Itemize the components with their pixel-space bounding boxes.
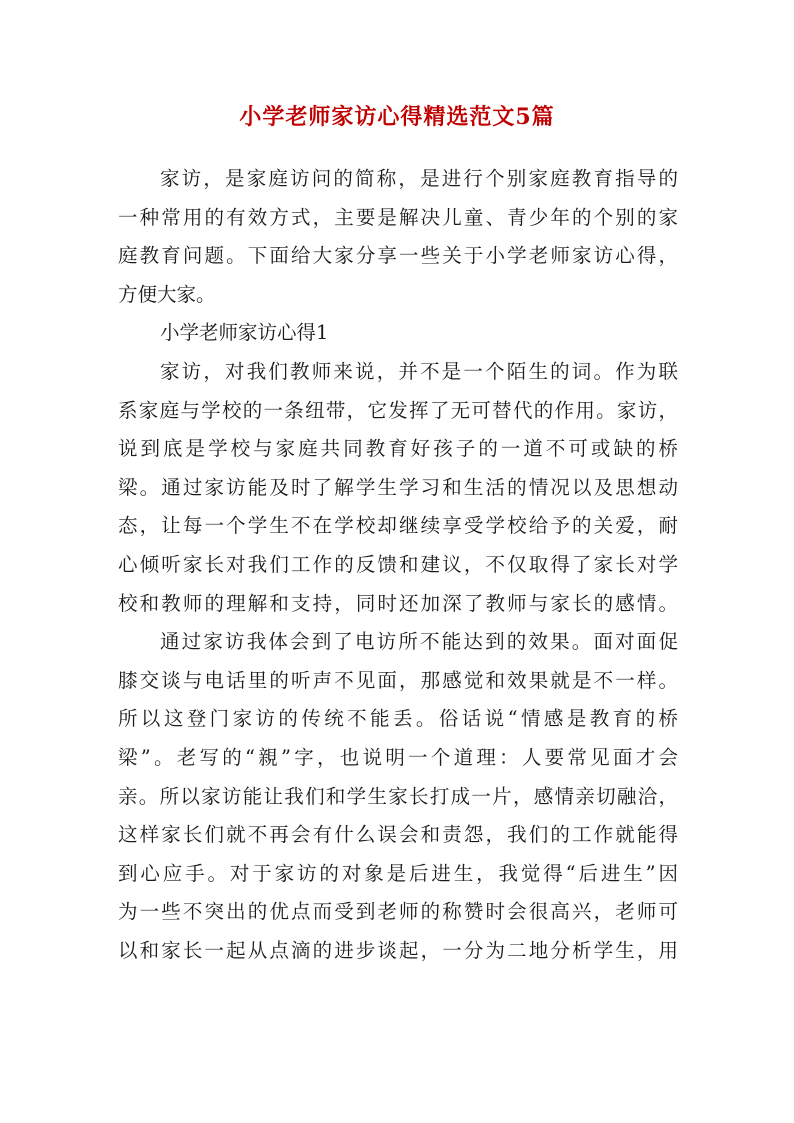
document-body: [118, 160, 678, 970]
text-line: 说到底是学校与家庭共同教育好孩子的一道不可或缺的桥: [118, 437, 678, 461]
text-line: 心倾听家长对我们工作的反馈和建议，不仅取得了家长对学: [118, 552, 678, 576]
text-line: 为一些不突出的优点而受到老师的称赞时会很高兴，老师可: [118, 900, 678, 924]
text-line: 梁。通过家访能及时了解学生学习和生活的情况以及思想动: [118, 475, 678, 499]
text-line: 以和家长一起从点滴的进步谈起，一分为二地分析学生，用: [118, 938, 678, 962]
text-line: 家访，是家庭访问的简称，是进行个别家庭教育指导的: [160, 167, 678, 190]
text-line: 亲。所以家访能让我们和学生家长打成一片，感情亲切融洽，: [118, 784, 678, 808]
text-line: 庭教育问题。下面给大家分享一些关于小学老师家访心得，: [118, 244, 678, 268]
text-line: 校和教师的理解和支持，同时还加深了教师与家长的感情。: [118, 591, 678, 615]
text-line: 所以这登门家访的传统不能丢。俗话说“情感是教育的桥: [118, 707, 678, 731]
text-line: 通过家访我体会到了电访所不能达到的效果。面对面促: [160, 630, 678, 654]
text-line: 一种常用的有效方式，主要是解决儿童、青少年的个别的家: [118, 205, 678, 229]
text-line: 梁”。老写的“親”字，也说明一个道理：人要常见面才会: [118, 745, 678, 769]
text-line: 方便大家。: [118, 282, 216, 306]
text-line: 小学老师家访心得1: [160, 321, 329, 345]
text-line: 系家庭与学校的一条纽带，它发挥了无可替代的作用。家访，: [118, 398, 678, 422]
text-line: 家访，对我们教师来说，并不是一个陌生的词。作为联: [160, 359, 678, 383]
text-line: 膝交谈与电话里的听声不见面，那感觉和效果就是不一样。: [118, 668, 678, 692]
text-line: 态，让每一个学生不在学校却继续享受学校给予的关爱，耐: [118, 514, 678, 538]
document-title: 小学老师家访心得精选范文5篇: [239, 104, 555, 130]
text-line: 到心应手。对于家访的对象是后进生，我觉得“后进生”因: [118, 861, 678, 885]
text-line: 这样家长们就不再会有什么误会和责怨，我们的工作就能得: [118, 823, 678, 847]
